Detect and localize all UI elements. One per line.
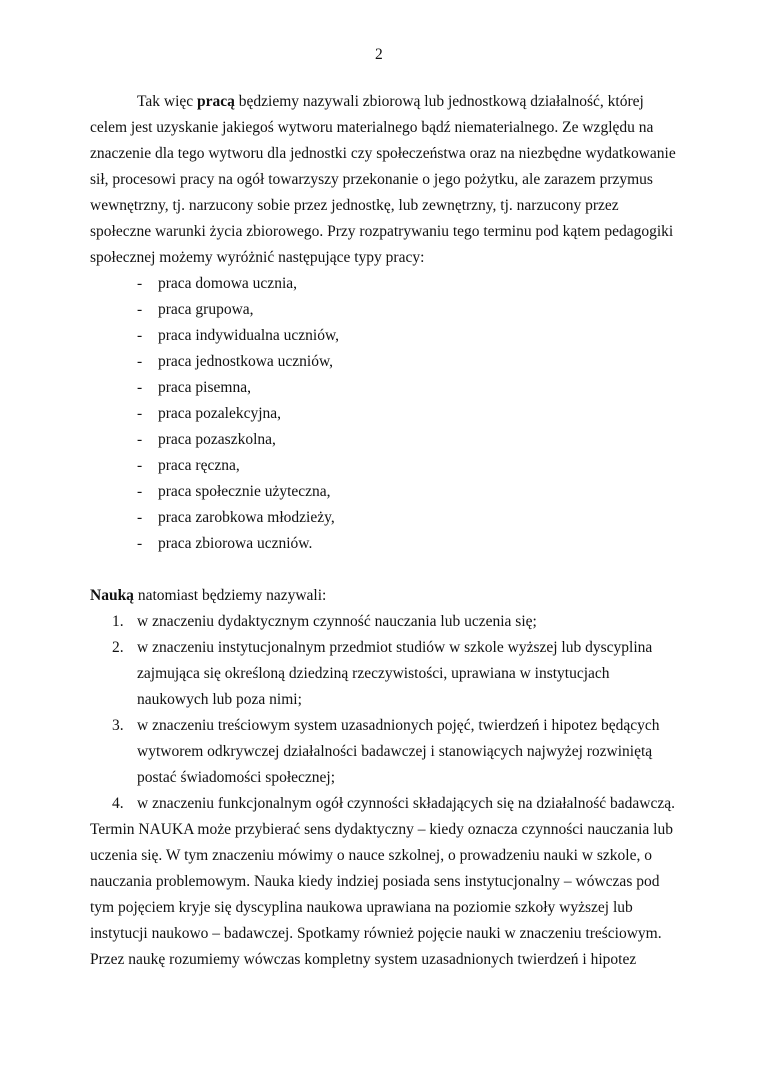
paragraph-line bbox=[137, 89, 644, 115]
numbered-list-line: postać świadomości społecznej; bbox=[137, 769, 336, 786]
list-item: praca pisemna, bbox=[158, 379, 251, 396]
bold-term-praca: pracą bbox=[197, 93, 235, 110]
bullet-marker: - bbox=[137, 275, 143, 292]
numbered-list-line: zajmująca się określoną dziedziną rzeczywistości, uprawiana w instytucjach bbox=[137, 665, 610, 682]
bullet-marker: - bbox=[137, 327, 143, 344]
bullet-marker: - bbox=[137, 301, 143, 318]
list-item: praca indywidualna uczniów, bbox=[158, 327, 340, 344]
bold-term-nauka: Nauką bbox=[90, 587, 134, 604]
page-number: 2 bbox=[375, 46, 383, 63]
paragraph-line: nauczania problemowym. Nauka kiedy indziej posiada sens instytucjonalny – wówczas pod bbox=[90, 873, 660, 890]
list-item: praca pozaszkolna, bbox=[158, 431, 276, 448]
list-number: 1. bbox=[112, 613, 124, 630]
paragraph-line: uczenia się. W tym znaczeniu mówimy o nauce szkolnej, o prowadzeniu nauki w szkole, o bbox=[90, 847, 652, 864]
bullet-marker: - bbox=[137, 509, 143, 526]
text: będziemy nazywali zbiorową lub jednostkową działalność, której bbox=[234, 93, 644, 110]
paragraph-line: Przez naukę rozumiemy wówczas kompletny system uzasadnionych twierdzeń i hipotez bbox=[90, 951, 637, 968]
list-number: 2. bbox=[112, 639, 124, 656]
paragraph-line: wewnętrzny, tj. narzucony sobie przez jednostkę, lub zewnętrzny, tj. narzucony przez bbox=[90, 197, 619, 214]
paragraph-line: celem jest uzyskanie jakiegoś wytworu materialnego bądź niematerialnego. Ze względu na bbox=[90, 119, 654, 136]
list-item: praca zbiorowa uczniów. bbox=[158, 535, 313, 552]
paragraph-line: sił, procesowi pracy na ogół towarzyszy przekonanie o jego pożytku, ale zarazem przymus bbox=[90, 171, 653, 188]
bullet-marker: - bbox=[137, 457, 143, 474]
bullet-marker: - bbox=[137, 431, 143, 448]
numbered-list-line: w znaczeniu funkcjonalnym ogół czynności składających się na działalność badawczą. bbox=[137, 795, 675, 812]
list-item: praca grupowa, bbox=[158, 301, 254, 318]
list-item: praca społecznie użyteczna, bbox=[158, 483, 331, 500]
paragraph-line: znaczenie dla tego wytworu dla jednostki czy społeczeństwa oraz na niezbędne wydatkowanie bbox=[90, 145, 676, 162]
list-item: praca zarobkowa młodzieży, bbox=[158, 509, 335, 526]
paragraph-line: tym pojęciem kryje się dyscyplina naukowa uprawiana na poziomie szkoły wyższej lub bbox=[90, 899, 633, 916]
bullet-marker: - bbox=[137, 535, 143, 552]
science-intro bbox=[90, 583, 326, 609]
list-item: praca pozalekcyjna, bbox=[158, 405, 282, 422]
bullet-marker: - bbox=[137, 405, 143, 422]
paragraph-line: instytucji naukowo – badawczej. Spotkamy również pojęcie nauki w znaczeniu treściowym. bbox=[90, 925, 662, 942]
bullet-marker: - bbox=[137, 483, 143, 500]
numbered-list-line: naukowych lub poza nimi; bbox=[137, 691, 302, 708]
numbered-list-line: w znaczeniu instytucjonalnym przedmiot studiów w szkole wyższej lub dyscyplina bbox=[137, 639, 653, 656]
list-number: 3. bbox=[112, 717, 124, 734]
list-number: 4. bbox=[112, 795, 124, 812]
bullet-marker: - bbox=[137, 353, 143, 370]
paragraph-line: społecznej możemy wyróżnić następujące typy pracy: bbox=[90, 249, 425, 266]
list-item: praca ręczna, bbox=[158, 457, 240, 474]
paragraph-line: Termin NAUKA może przybierać sens dydaktyczny – kiedy oznacza czynności nauczania lub bbox=[90, 821, 673, 838]
numbered-list-line: w znaczeniu treściowym system uzasadnionych pojęć, twierdzeń i hipotez będących bbox=[137, 717, 660, 734]
text: Tak więc bbox=[137, 93, 198, 110]
paragraph-line: społeczne warunki życia zbiorowego. Przy rozpatrywaniu tego terminu pod kątem pedagogiki bbox=[90, 223, 674, 240]
numbered-list-line: wytworem odkrywczej działalności badawczej i stanowiących najwyżej rozwiniętą bbox=[137, 743, 653, 760]
numbered-list-line: w znaczeniu dydaktycznym czynność nauczania lub uczenia się; bbox=[137, 613, 537, 630]
text: natomiast będziemy nazywali: bbox=[133, 587, 327, 604]
bullet-marker: - bbox=[137, 379, 143, 396]
list-item: praca domowa ucznia, bbox=[158, 275, 298, 292]
list-item: praca jednostkowa uczniów, bbox=[158, 353, 334, 370]
